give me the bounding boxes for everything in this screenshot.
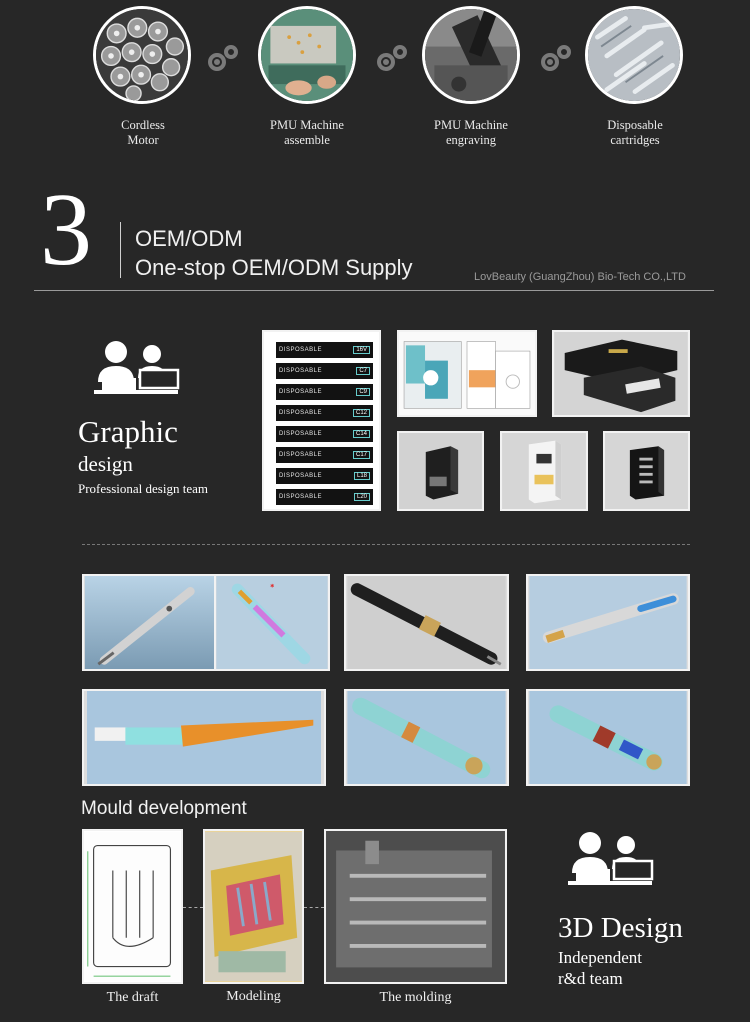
label-sheet-image [262, 330, 381, 511]
graphic-design-subtitle: design [78, 452, 133, 476]
graphic-design-title: Graphic [78, 414, 178, 449]
label-row [276, 426, 373, 442]
label-row-code: 16V [353, 346, 370, 354]
heading-title: OEM/ODM [135, 226, 243, 251]
process-label-machine-assemble: PMU Machine assemble [270, 118, 344, 147]
process-label-machine-engraving: PMU Machine engraving [434, 118, 508, 147]
label-row-header: DISPOSABLE [279, 410, 323, 416]
team-icon [92, 338, 182, 405]
label-row [276, 384, 373, 400]
company-name: LovBeauty (GuangZhou) Bio-Tech CO.,LTD [474, 271, 686, 283]
3d-design-line-1: Independent [558, 948, 643, 967]
render-pen-transparent [214, 574, 330, 671]
section-number: 3 [40, 172, 92, 287]
label-row-header: DISPOSABLE [279, 494, 323, 500]
mould-draft-image [82, 829, 183, 984]
heading-divider [120, 222, 121, 278]
section-divider [82, 544, 690, 545]
render-pen-gold [526, 574, 690, 671]
label-row-code: C7 [356, 367, 370, 375]
machine-assemble-photo [258, 6, 356, 104]
render-pen-silver [82, 574, 222, 671]
mould-molding-image [324, 829, 507, 984]
product-box-dark-image [397, 431, 484, 511]
cordless-motor-photo [93, 6, 191, 104]
label-row [276, 468, 373, 484]
label-row-code: C12 [353, 409, 370, 417]
caption-draft: The draft [106, 990, 159, 1005]
label-row-code: C17 [353, 451, 370, 459]
product-box-white-image [500, 431, 588, 511]
svg-text:✱: ✱ [270, 584, 275, 590]
connector-dash [183, 907, 203, 908]
label-row-header: DISPOSABLE [279, 389, 323, 395]
team-icon [566, 829, 656, 896]
render-pen-teal [344, 689, 509, 786]
label-row [276, 363, 373, 379]
3d-design-title: 3D Design [558, 912, 683, 944]
heading-subtitle: One-stop OEM/ODM Supply [135, 255, 413, 280]
3d-design-subtitle [558, 947, 698, 989]
render-pen-colorful [526, 689, 690, 786]
label-row-code: L18 [354, 472, 370, 480]
gears-icon [536, 40, 576, 85]
caption-modeling: Modeling [226, 989, 281, 1004]
label-row-header: DISPOSABLE [279, 347, 323, 353]
disposable-cartridges-photo [585, 6, 683, 104]
caption-molding: The molding [379, 990, 452, 1005]
render-pen-black [344, 574, 509, 671]
mould-modeling-image [203, 829, 304, 984]
label-row [276, 405, 373, 421]
machine-engraving-photo [422, 6, 520, 104]
gears-icon [203, 40, 243, 85]
label-row-header: DISPOSABLE [279, 431, 323, 437]
process-label-cordless-motor: Cordless Motor [121, 118, 165, 147]
label-row-code: C14 [353, 430, 370, 438]
heading-underline [34, 290, 714, 291]
process-label-disposable-cartridges: Disposable cartridges [607, 118, 663, 147]
gift-box-image [552, 330, 690, 417]
label-row-header: DISPOSABLE [279, 368, 323, 374]
label-row-code: L20 [354, 493, 370, 501]
mould-development-title: Mould development [81, 798, 247, 819]
connector-dash [304, 907, 324, 908]
label-row-code: C9 [356, 388, 370, 396]
label-row-header: DISPOSABLE [279, 473, 323, 479]
label-row [276, 447, 373, 463]
label-row-header: DISPOSABLE [279, 452, 323, 458]
3d-design-line-2: r&d team [558, 969, 623, 988]
packaging-dieline-image [397, 330, 537, 417]
label-row [276, 489, 373, 505]
product-box-black-image [603, 431, 690, 511]
label-row [276, 342, 373, 358]
gears-icon [372, 40, 412, 85]
graphic-design-team: Professional design team [78, 481, 208, 496]
render-cartridge-orange [82, 689, 326, 786]
